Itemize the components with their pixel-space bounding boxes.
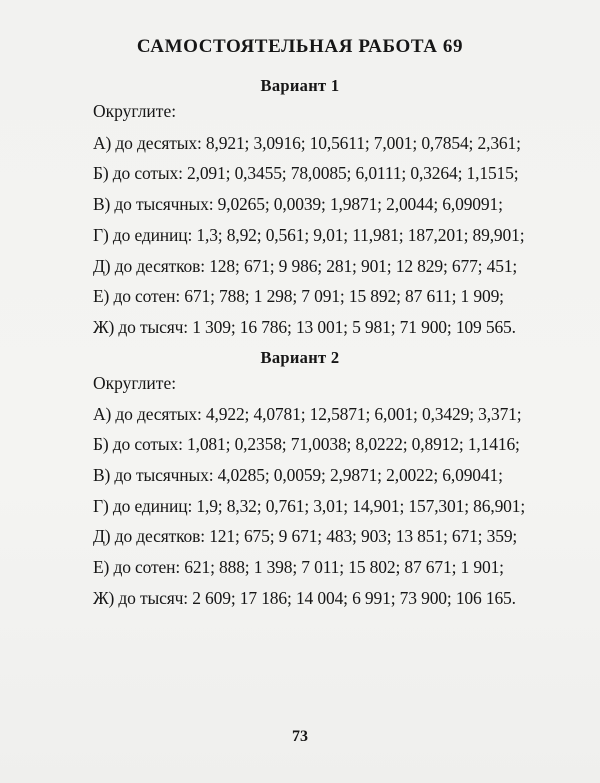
variant-1-task-v: В) до тысячных: 9,0265; 0,0039; 1,9871; 2,0044; 6,09091; bbox=[93, 194, 503, 214]
variant-1-task-b: Б) до сотых: 2,091; 0,3455; 78,0085; 6,0111; 0,3264; 1,1515; bbox=[93, 163, 519, 183]
variant-2-task-b: Б) до сотых: 1,081; 0,2358; 71,0038; 8,0222; 0,8912; 1,1416; bbox=[93, 434, 520, 454]
variant-1-task-zh: Ж) до тысяч: 1 309; 16 786; 13 001; 5 981; 71 900; 109 565. bbox=[93, 317, 516, 337]
variant-2-task-v: В) до тысячных: 4,0285; 0,0059; 2,9871; 2,0022; 6,09041; bbox=[93, 465, 503, 485]
variant-2-task-d: Д) до десятков: 121; 675; 9 671; 483; 903; 13 851; 671; 359; bbox=[93, 526, 518, 546]
variant-1-task-e: Е) до сотен: 671; 788; 1 298; 7 091; 15 892; 87 611; 1 909; bbox=[93, 286, 504, 306]
variant-1-instruction: Округлите: bbox=[93, 101, 177, 121]
variant-1-task-a: А) до десятых: 8,921; 3,0916; 10,5611; 7,001; 0,7854; 2,361; bbox=[93, 133, 521, 153]
variant-1-heading: Вариант 1 bbox=[260, 76, 340, 95]
page-number: 73 bbox=[292, 728, 308, 745]
variant-2-task-g: Г) до единиц: 1,9; 8,32; 0,761; 3,01; 14,901; 157,301; 86,901; bbox=[93, 496, 526, 516]
variant-2-task-zh: Ж) до тысяч: 2 609; 17 186; 14 004; 6 991; 73 900; 106 165. bbox=[93, 588, 516, 608]
variant-2-instruction: Округлите: bbox=[93, 373, 177, 393]
page-title: САМОСТОЯТЕЛЬНАЯ РАБОТА 69 bbox=[136, 36, 464, 57]
variant-2-task-e: Е) до сотен: 621; 888; 1 398; 7 011; 15 802; 87 671; 1 901; bbox=[93, 557, 504, 577]
variant-2-task-a: А) до десятых: 4,922; 4,0781; 12,5871; 6,001; 0,3429; 3,371; bbox=[93, 404, 522, 424]
variant-1-task-g: Г) до единиц: 1,3; 8,92; 0,561; 9,01; 11,981; 187,201; 89,901; bbox=[93, 225, 525, 245]
variant-1-task-d: Д) до десятков: 128; 671; 9 986; 281; 901; 12 829; 677; 451; bbox=[93, 256, 518, 276]
variant-2-heading: Вариант 2 bbox=[260, 348, 340, 367]
